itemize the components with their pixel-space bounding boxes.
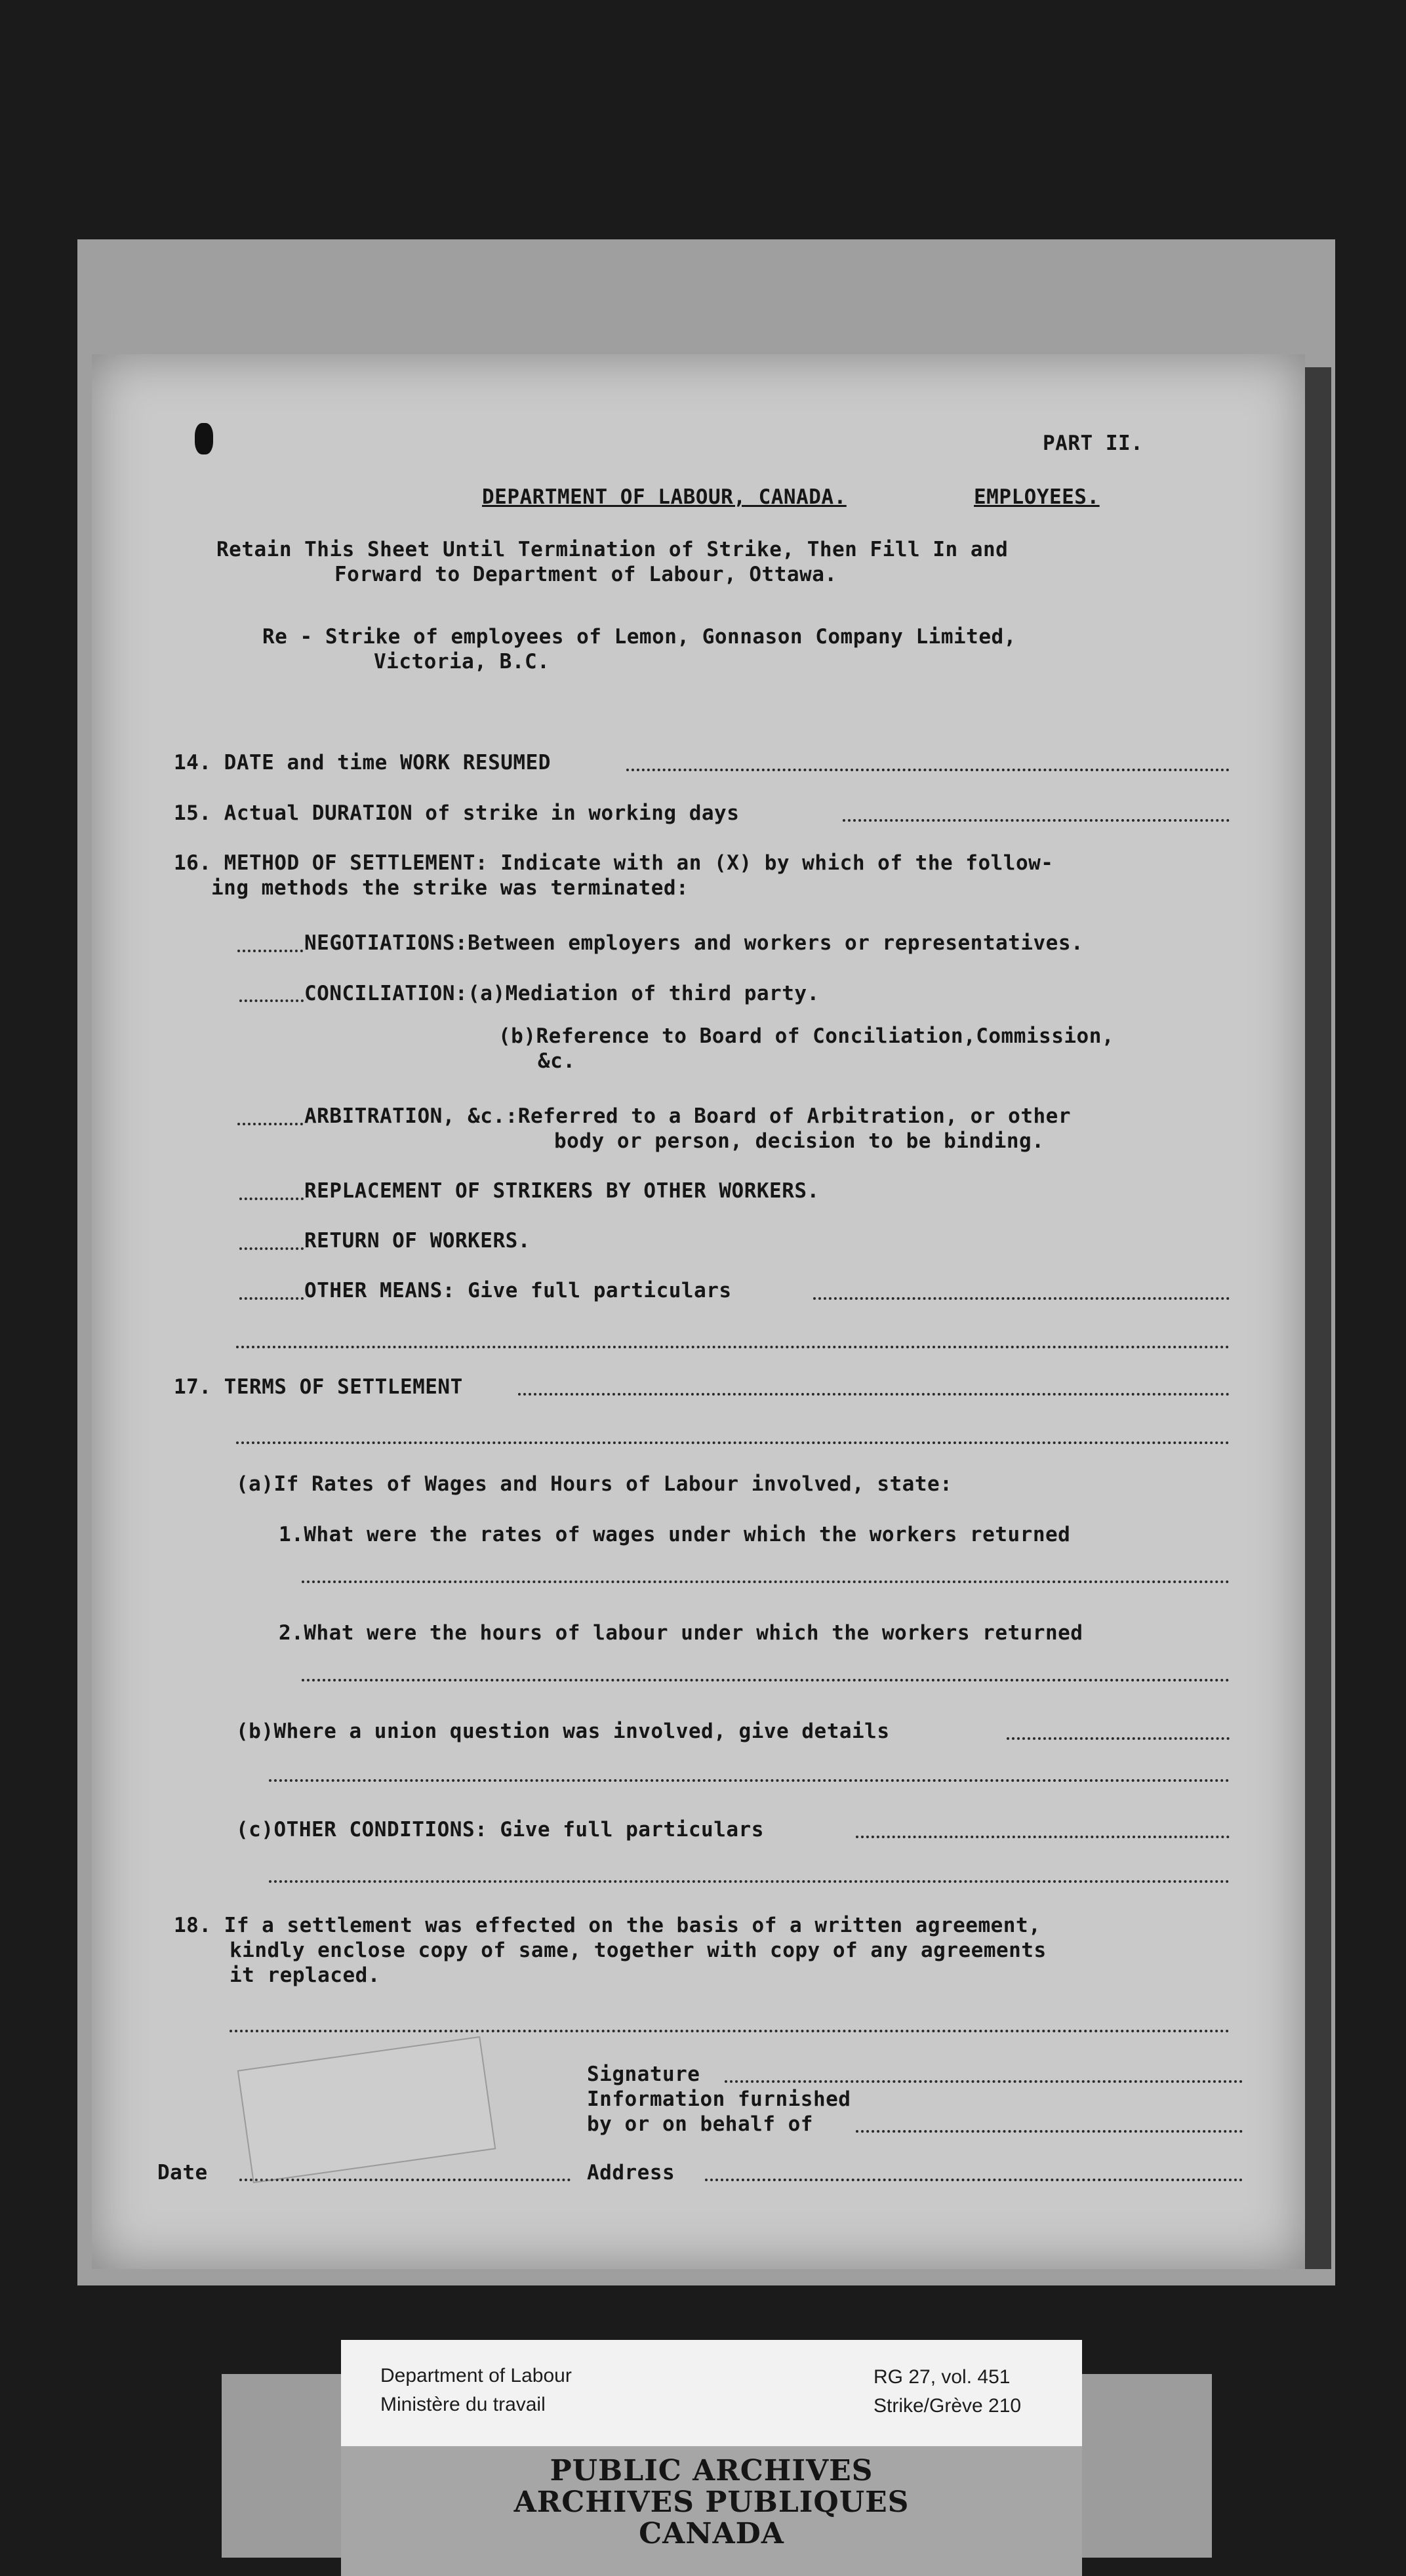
address-label: Address — [587, 2161, 675, 2184]
conciliation-option-b-1: (b)Reference to Board of Conciliation,Commission, — [498, 1024, 1115, 1048]
part-label: PART II. — [1043, 432, 1144, 455]
replacement-checkbox[interactable] — [239, 1197, 304, 1200]
q17a-label: (a)If Rates of Wages and Hours of Labour involved, state: — [236, 1472, 953, 1496]
negotiations-option: NEGOTIATIONS:Between employers and workers or representatives. — [304, 931, 1084, 955]
q17b-label: (b)Where a union question was involved, give details — [236, 1720, 890, 1743]
q17b-field[interactable] — [1007, 1737, 1230, 1740]
q18-field[interactable] — [230, 2030, 1230, 2032]
q17c-field[interactable] — [856, 1836, 1230, 1838]
q17c-label: (c)OTHER CONDITIONS: Give full particulars — [236, 1818, 764, 1841]
q17-label: 17. TERMS OF SETTLEMENT — [174, 1375, 463, 1399]
conciliation-checkbox[interactable] — [239, 999, 304, 1002]
address-field[interactable] — [705, 2179, 1243, 2181]
q17a2-label: 2.What were the hours of labour under which the workers returned — [279, 1621, 1083, 1645]
q14-field[interactable] — [626, 769, 1230, 771]
date-label: Date — [157, 2161, 208, 2184]
q18-label-3: it replaced. — [230, 1963, 380, 1987]
archives-line-1: PUBLIC ARCHIVES — [550, 2454, 874, 2487]
other-means-checkbox[interactable] — [239, 1297, 304, 1300]
archives-line-3: CANADA — [639, 2517, 784, 2550]
q17-field-2[interactable] — [236, 1441, 1230, 1444]
employees-heading: EMPLOYEES. — [974, 485, 1100, 509]
date-field[interactable] — [239, 2179, 571, 2181]
q18-label-2: kindly enclose copy of same, together with copy of any agreements — [230, 1939, 1047, 1962]
arbitration-option-1: ARBITRATION, &c.:Referred to a Board of Arbitration, or other — [304, 1104, 1071, 1128]
q17-field[interactable] — [518, 1393, 1230, 1396]
sheet-shadow-edge — [1305, 367, 1331, 2269]
q18-label-1: 18. If a settlement was effected on the basis of a written agreement, — [174, 1914, 1041, 1937]
ink-blot — [195, 423, 213, 454]
instruction-line-2: Forward to Department of Labour, Ottawa. — [334, 563, 837, 586]
q16-label-1: 16. METHOD OF SETTLEMENT: Indicate with an (X) by which of the follow- — [174, 851, 1054, 875]
negotiations-checkbox[interactable] — [237, 950, 303, 952]
archives-stamp — [341, 2446, 1082, 2576]
archives-line-2: ARCHIVES PUBLIQUES — [513, 2485, 910, 2519]
replacement-option: REPLACEMENT OF STRIKERS BY OTHER WORKERS. — [304, 1179, 820, 1203]
q15-field[interactable] — [843, 819, 1230, 822]
other-means-option: OTHER MEANS: Give full particulars — [304, 1279, 732, 1302]
other-means-field-2[interactable] — [236, 1346, 1230, 1348]
conciliation-option-b-2: &c. — [538, 1049, 576, 1073]
conciliation-option: CONCILIATION:(a)Mediation of third party. — [304, 982, 820, 1005]
return-option: RETURN OF WORKERS. — [304, 1229, 531, 1253]
arbitration-checkbox[interactable] — [237, 1123, 303, 1125]
signature-label: Signature — [587, 2063, 700, 2086]
dept-fr: Ministère du travail — [380, 2394, 546, 2415]
q17a1-field[interactable] — [302, 1580, 1230, 1583]
q17a2-field[interactable] — [302, 1679, 1230, 1681]
department-heading: DEPARTMENT OF LABOUR, CANADA. — [482, 485, 847, 509]
signature-field[interactable] — [725, 2080, 1243, 2083]
archive-label — [341, 2340, 1082, 2446]
reference-strike: Strike/Grève 210 — [874, 2395, 1022, 2417]
instruction-line-1: Retain This Sheet Until Termination of Strike, Then Fill In and — [216, 538, 1009, 561]
strike-reference-2: Victoria, B.C. — [374, 650, 550, 674]
reference-volume: RG 27, vol. 451 — [874, 2366, 1011, 2388]
info-label-2: by or on behalf of — [587, 2112, 813, 2136]
other-means-field[interactable] — [813, 1297, 1230, 1300]
strike-reference-1: Re - Strike of employees of Lemon, Gonnason Company Limited, — [262, 625, 1016, 649]
info-field[interactable] — [856, 2130, 1243, 2133]
q16-label-2: ing methods the strike was terminated: — [211, 876, 689, 900]
q17c-field-2[interactable] — [269, 1880, 1230, 1883]
return-checkbox[interactable] — [239, 1247, 304, 1250]
info-label-1: Information furnished — [587, 2087, 851, 2111]
dept-en: Department of Labour — [380, 2365, 572, 2386]
form-sheet — [92, 354, 1305, 2269]
arbitration-option-2: body or person, decision to be binding. — [554, 1129, 1045, 1153]
q15-label: 15. Actual DURATION of strike in working days — [174, 801, 740, 825]
q17a1-label: 1.What were the rates of wages under which the workers returned — [279, 1523, 1071, 1546]
q17b-field-2[interactable] — [269, 1779, 1230, 1782]
q14-label: 14. DATE and time WORK RESUMED — [174, 751, 551, 775]
